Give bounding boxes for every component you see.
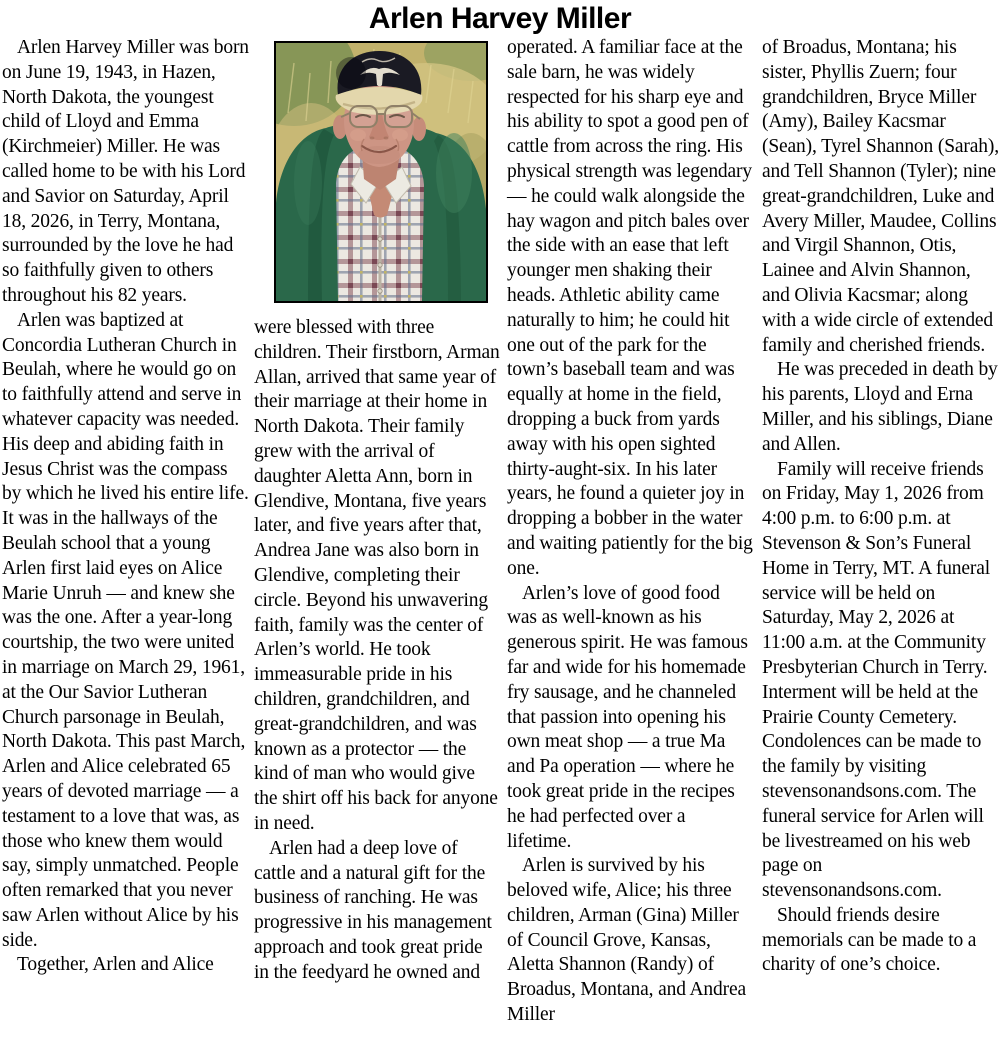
obituary-paragraph: Family will receive friends on Friday, May 1, 2026 from 4:00 p.m. to 6:00 p.m. at Stevenson & Son’s Funeral Home in Terry, MT. A funeral service will be held on Saturday, May 2, 2026 at 11:00 a.m. at the Community Presbyterian Church in Terry. Interment will be held at the Prairie County Cemetery. Condolences can be made to the family by visiting stevensonandsons.com. The funeral service for Arlen will be livestreamed on his web page on stevensonandsons.com. [762, 458, 991, 902]
portrait-photo-illustration [276, 43, 486, 301]
obituary-paragraph: Arlen was baptized at Concordia Lutheran Church in Beulah, where he would go on to faithfully attend and serve in whatever capacity was needed. His deep and abiding faith in Jesus Christ was the compass by which he lived his entire life. It was in the hallways of the Beulah school that a young Arlen first laid eyes on Alice Marie Unruh — and knew she was the one. After a year-long courtship, the two were united in marriage on March 29, 1961, at the Our Savior Lutheran Church parsonage in Beulah, North Dakota. This past March, Arlen and Alice celebrated 65 years of devoted marriage — a testament to a love that was, as those who knew them would say, simply unmatched. People often remarked that you never saw Arlen without Alice by his side. [2, 309, 249, 951]
text-column-1 [2, 36, 249, 978]
portrait-photo [274, 41, 488, 303]
text-column-4 [762, 36, 1000, 978]
obituary-title: Arlen Harvey Miller [368, 2, 632, 35]
text-column-2 [254, 36, 501, 986]
text-column-3 [507, 36, 753, 1028]
obituary-paragraph: operated. A familiar face at the sale barn, he was widely respected for his sharp eye and his ability to spot a good pen of cattle from across the ring. His physical strength was legendary — he could walk alongside the hay wagon and pitch bales over the side with an ease that left younger men shaking their heads. Athletic ability came naturally to him; he could hit one out of the park for the town’s baseball team and was equally at home in the field, dropping a buck from yards away with his open sighted thirty-aught-six. In his later years, he found a quieter joy in dropping a bobber in the water and waiting patiently for the big one. [507, 37, 753, 579]
obituary-paragraph: Arlen Harvey Miller was born on June 19, 1943, in Hazen, North Dakota, the youngest child of Lloyd and Emma (Kirchmeier) Miller. He was called home to be with his Lord and Savior on Saturday, April 18, 2026, in Terry, Montana, surrounded by the love he had so faithfully given to others throughout his 82 years. [2, 37, 249, 306]
obituary-paragraph: were blessed with three children. Their firstborn, Arman Allan, arrived that same year of their marriage at their home in North Dakota. Their family grew with the arrival of daughter Aletta Ann, born in Glendive, Montana, five years later, and five years after that, Andrea Jane was also born in Glendive, completing their circle. Beyond his unwavering faith, family was the center of Arlen’s world. He took immeasurable pride in his children, grandchildren, and great-grandchildren, and was known as a protector — the kind of man who would give the shirt off his back for anyone in need. [254, 317, 500, 834]
obituary-paragraph: Arlen is survived by his beloved wife, Alice; his three children, Arman (Gina) Miller of Council Grove, Kansas, Aletta Shannon (Randy) of Broadus, Montana, and Andrea Miller [507, 855, 746, 1026]
obituary-paragraph: Together, Arlen and Alice [17, 954, 214, 976]
obituary-paragraph: of Broadus, Montana; his sister, Phyllis Zuern; four grandchildren, Bryce Miller (Amy), Bailey Kacsmar (Sean), Tyrel Shannon (Sarah), and Tell Shannon (Tyler); nine great-grandchildren, Luke and Avery Miller, Maudee, Collins and Virgil Shannon, Otis, Lainee and Alvin Shannon, and Olivia Kacsmar; along with a wide circle of extended family and cherished friends. [762, 37, 999, 356]
obituary-paragraph: Should friends desire memorials can be made to a charity of one’s choice. [762, 904, 977, 976]
obituary-paragraph: Arlen had a deep love of cattle and a natural gift for the business of ranching. He was progressive in his management approach and took great pride in the feedyard he owned and [254, 837, 492, 983]
obituary-paragraph: He was preceded in death by his parents, Lloyd and Erna Miller, and his siblings, Diane and Allen. [762, 359, 998, 455]
obituary-paragraph: Arlen’s love of good food was as well-known as his generous spirit. He was famous far and wide for his homemade fry sausage, and he channeled that passion into opening his own meat shop — a true Ma and Pa operation — where he took great pride in the recipes he had perfected over a lifetime. [507, 582, 748, 852]
